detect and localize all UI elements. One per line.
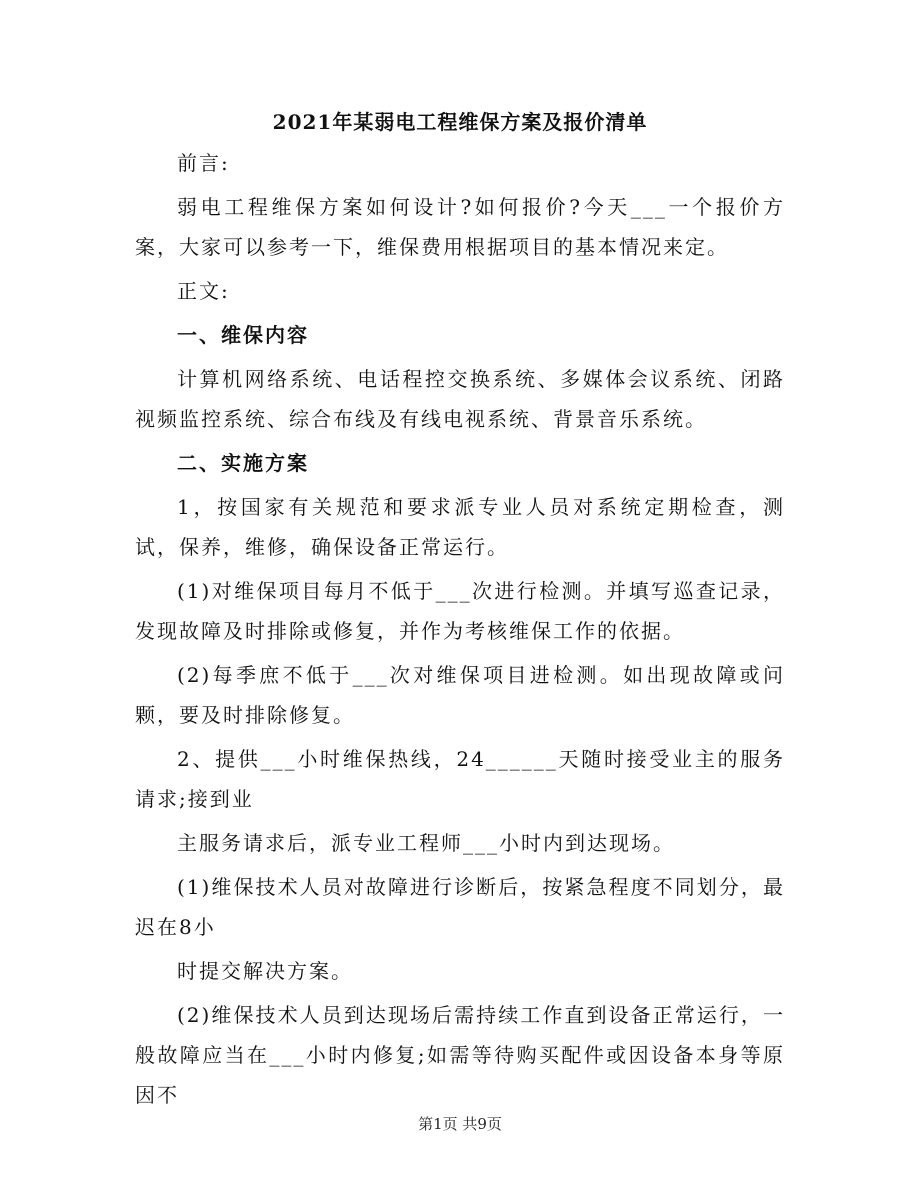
preface-paragraph: 弱电工程维保方案如何设计?如何报价?今天___一个报价方案，大家可以参考一下，维保费用根据项目的基本情况来定。 <box>135 195 785 259</box>
implementation-item-2: 2、提供___小时维保热线，24______天随时接受业主的服务请求;接到业 <box>135 747 785 811</box>
implementation-subitem-2-1-continued: 时提交解决方案。 <box>177 959 353 983</box>
main-text-label: 正文: <box>177 279 230 303</box>
implementation-subitem-2-2: (2)维保技术人员到达现场后需持续工作直到设备正常运行，一般故障应当在___小时内修复;如需等待购买配件或因设备本身等原因不 <box>135 1003 785 1107</box>
document-title: 2021年某弱电工程维保方案及报价清单 <box>272 110 648 134</box>
implementation-subitem-2-1: (1)维保技术人员对故障进行诊断后，按紧急程度不同划分，最迟在8小 <box>135 875 785 939</box>
page-number-footer: 第1页 共9页 <box>418 1115 502 1133</box>
maintenance-systems-paragraph: 计算机网络系统、电话程控交换系统、多媒体会议系统、闭路视频监控系统、综合布线及有线电视系统、背景音乐系统。 <box>135 367 785 431</box>
implementation-subitem-1-1: (1)对维保项目每月不低于___次进行检测。并填写巡查记录，发现故障及时排除或修复，并作为考核维保工作的依据。 <box>135 579 785 643</box>
implementation-item-1: 1，按国家有关规范和要求派专业人员对系统定期检查，测试，保养，维修，确保设备正常运行。 <box>135 495 785 559</box>
section-heading-implementation-plan: 二、实施方案 <box>177 451 309 475</box>
section-heading-maintenance-content: 一、维保内容 <box>177 323 309 347</box>
document-body <box>135 143 785 1119</box>
implementation-subitem-1-2: (2)每季庶不低于___次对维保项目进检测。如出现故障或问颗，要及时排除修复。 <box>135 663 785 727</box>
implementation-item-2-continued: 主服务请求后，派专业工程师___小时内到达现场。 <box>177 831 675 855</box>
preface-label: 前言: <box>177 151 230 175</box>
